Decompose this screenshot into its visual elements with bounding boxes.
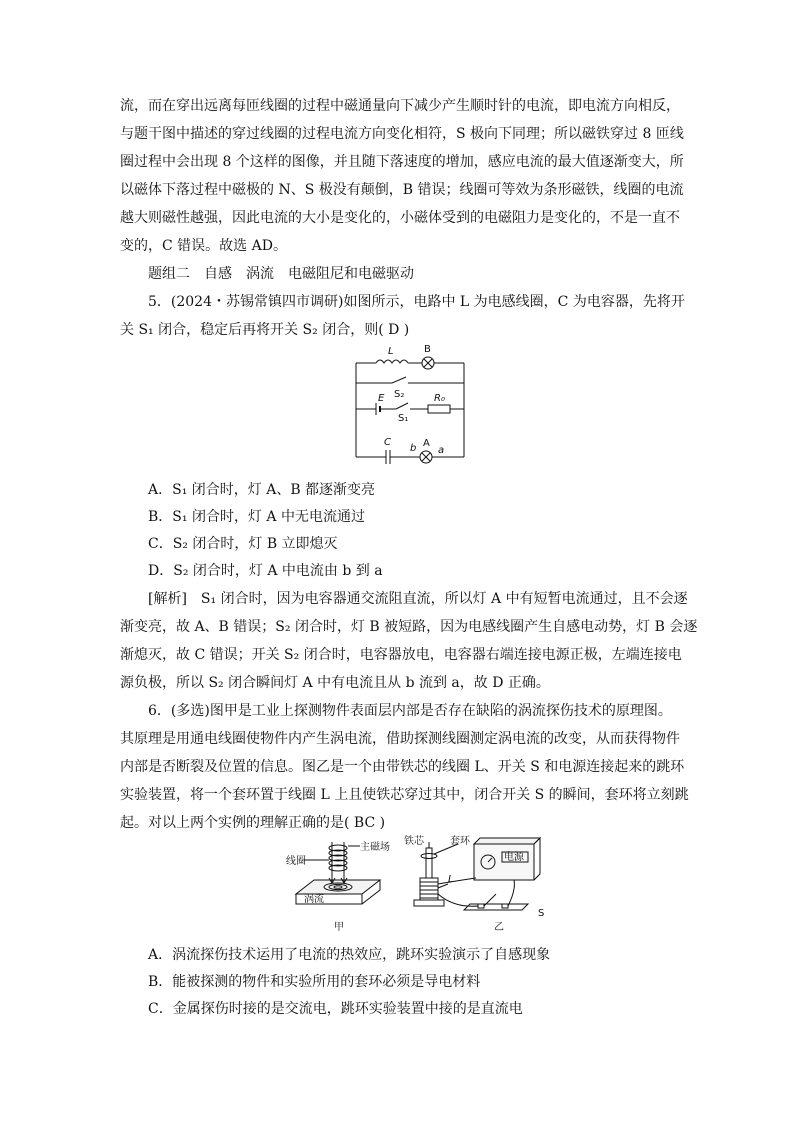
label-B: B: [424, 345, 431, 355]
paragraph-line: 以磁体下落过程中磁极的 N、S 极没有颠倒，B 错误；线圈可等效为条形磁铁，线圈的电流: [120, 182, 684, 198]
label-a: a: [438, 445, 445, 456]
label-R0: R₀: [434, 393, 445, 404]
option-5a: A．S₁ 闭合时，灯 A、B 都逐渐变亮: [148, 482, 376, 498]
label-coil: 线圈: [286, 856, 306, 867]
circuit-diagram: [350, 345, 470, 465]
label-main-field: 主磁场: [360, 842, 390, 853]
question-6-line: 实验装置，将一个套环置于线圈 L 上且使铁芯穿过其中，闭合开关 S 的瞬间，套环将立刻跳: [120, 787, 689, 803]
label-eddy: 涡流: [304, 894, 324, 905]
question-5-line: 关 S₁ 闭合，稳定后再将开关 S₂ 闭合，则( D ): [120, 322, 410, 338]
label-core: 铁芯: [404, 836, 424, 847]
figure-jia-eddy-current: [282, 840, 394, 935]
analysis-line: 渐变亮，故 A、B 错误；S₂ 闭合时，灯 B 被短路，因为电感线圈产生自感电动势，灯 B 会逐: [120, 619, 698, 635]
caption-yi: 乙: [494, 922, 504, 933]
question-6-line: 内部是否断裂及位置的信息。图乙是一个由带铁芯的线圈 L、开关 S 和电源连接起来的跳环: [120, 759, 685, 775]
option-6b: B．能被探测的物件和实验所用的套环必须是导电材料: [148, 974, 481, 990]
paragraph-line: 流，而在穿出远离每匝线圈的过程中磁通量向下减少产生顺时针的电流，即电流方向相反，: [120, 98, 680, 114]
label-L: L: [448, 874, 454, 885]
label-L: L: [388, 346, 394, 357]
label-C: C: [384, 437, 391, 448]
label-S1: S₁: [398, 413, 409, 424]
option-5c: C．S₂ 闭合时，灯 B 立即熄灭: [148, 536, 338, 552]
option-5d: D．S₂ 闭合时，灯 A 中电流由 b 到 a: [148, 563, 383, 579]
question-6-line: 6．(多选)图甲是工业上探测物件表面层内部是否存在缺陷的涡流探伤技术的原理图。: [148, 703, 672, 719]
paragraph-line: 与题干图中描述的穿过线圈的过程电流方向变化相符，S 极向下同理；所以磁铁穿过 8 匝线: [120, 126, 684, 142]
label-A: A: [423, 438, 430, 449]
label-E: E: [378, 393, 385, 404]
label-ring: 套环: [450, 836, 470, 847]
paragraph-line: 变的，C 错误。故选 AD。: [120, 238, 287, 254]
option-5b: B．S₁ 闭合时，灯 A 中无电流通过: [148, 509, 365, 525]
figure-yi-ring-jump: [404, 834, 554, 935]
label-power: 电源: [504, 852, 524, 863]
question-6-line: 起。对以上两个实例的理解正确的是( BC ): [120, 815, 386, 831]
analysis-line: 源负极，所以 S₂ 闭合瞬间灯 A 中有电流且从 b 流到 a，故 D 正确。: [120, 675, 550, 691]
section-heading: 题组二 自感 涡流 电磁阻尼和电磁驱动: [148, 266, 414, 282]
caption-jia: 甲: [334, 922, 344, 933]
question-5-line: 5．(2024・苏锡常镇四市调研)如图所示，电路中 L 为电感线圈，C 为电容器，先将开: [148, 294, 685, 310]
option-6c: C．金属探伤时接的是交流电，跳环实验装置中接的是直流电: [148, 1001, 523, 1017]
paragraph-line: 圈过程中会出现 8 个这样的图像，并且随下落速度的增加，感应电流的最大值逐渐变大，所: [120, 154, 684, 170]
label-S: S: [538, 908, 545, 919]
label-b: b: [410, 443, 417, 454]
label-S2: S₂: [394, 389, 405, 400]
analysis-line: [解析] S₁ 闭合时，因为电容器通交流阻直流，所以灯 A 中有短暂电流通过，且不会逐: [148, 591, 688, 607]
analysis-line: 渐熄灭，故 C 错误；开关 S₂ 闭合时，电容器放电，电容器右端连接电源正极，左端连接电: [120, 647, 682, 663]
paragraph-line: 越大则磁性越强，因此电流的大小是变化的，小磁体受到的电磁阻力是变化的，不是一直不: [120, 210, 680, 226]
question-6-line: 其原理是用通电线圈使物件内产生涡电流，借助探测线圈测定涡电流的改变，从而获得物件: [120, 731, 680, 747]
option-6a: A．涡流探伤技术运用了电流的热效应，跳环实验演示了自感现象: [148, 947, 551, 963]
